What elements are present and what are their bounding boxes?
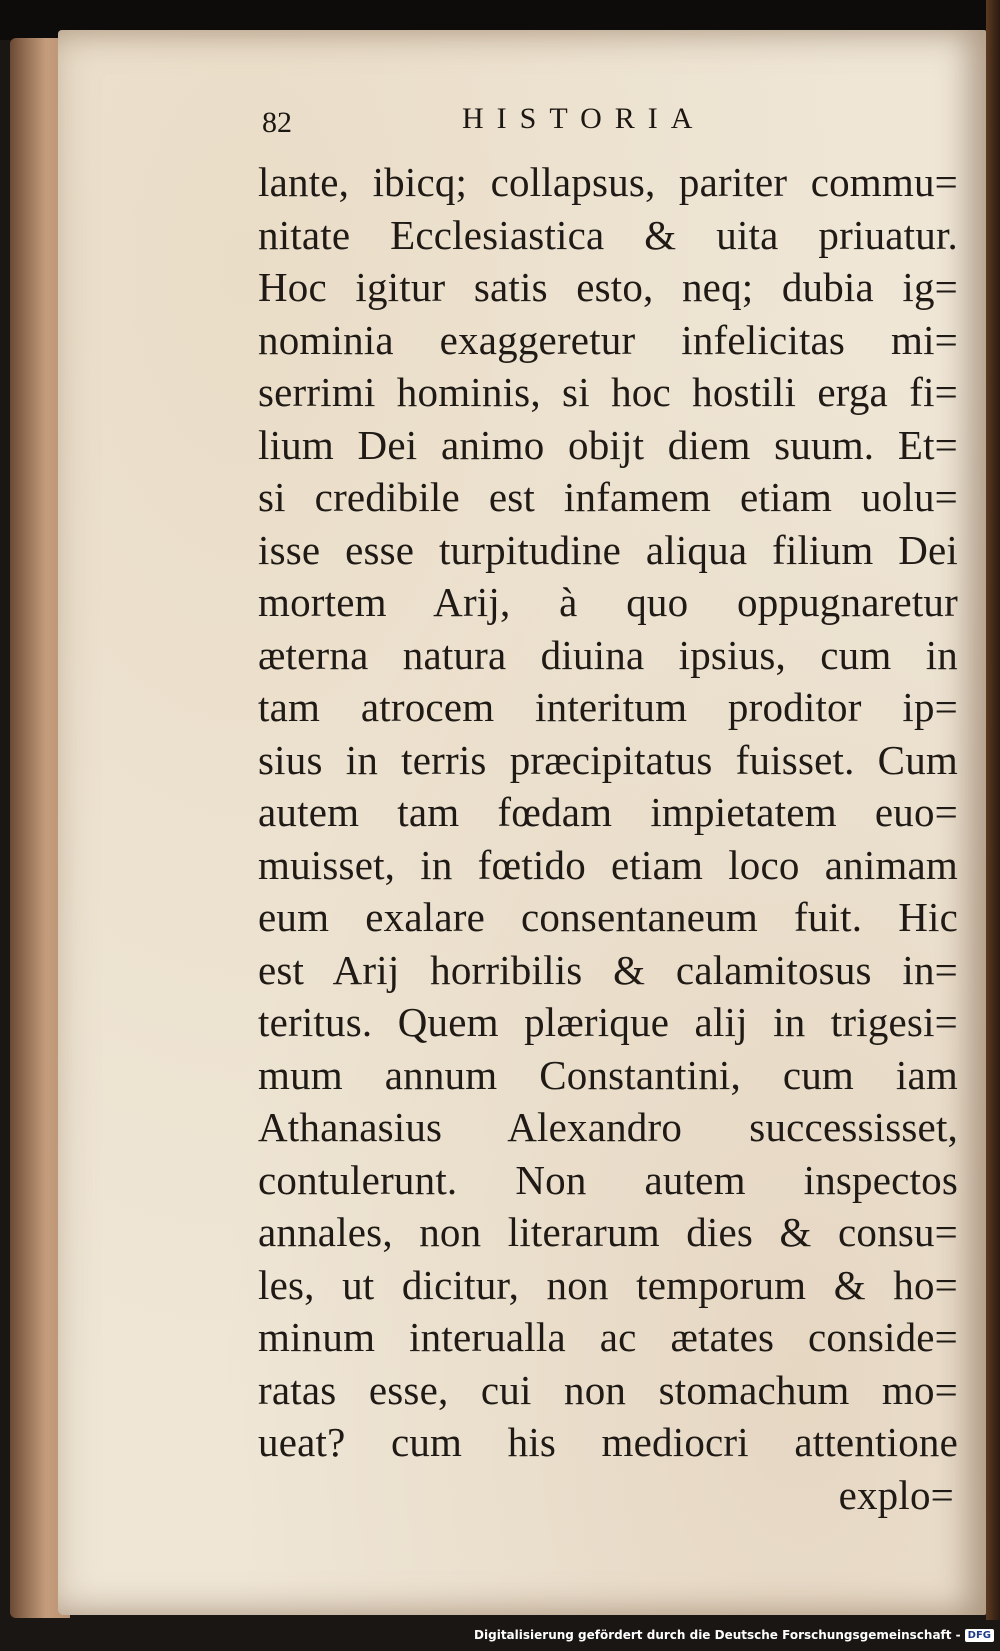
text-line: muisset, in fœtido etiam loco animam: [258, 841, 958, 888]
text-line: les, ut dicitur, non temporum & ho=: [258, 1261, 958, 1308]
running-head: [0, 76, 1000, 139]
digitization-credit: [468, 1623, 994, 1647]
body-text: [258, 156, 958, 1521]
text-line: lante, ibicq; collapsus, pariter commu=: [258, 159, 958, 205]
text-line: sius in terris præcipitatus fuisset. Cum: [258, 736, 958, 783]
text-line: serrimi hominis, si hoc hostili erga fi=: [258, 369, 958, 415]
text-line: nitate Ecclesiastica & uita priuatur.: [258, 211, 958, 258]
text-line: autem tam fœdam impietatem euo=: [258, 789, 958, 835]
text-line: teritus. Quem plærique alij in trigesi=: [258, 999, 958, 1045]
text-line: isse esse turpitudine aliqua filium Dei: [258, 526, 958, 573]
text-line: Hoc igitur satis esto, neq; dubia ig=: [258, 264, 958, 310]
text-line: annales, non literarum dies & consu=: [258, 1209, 958, 1255]
text-line: si credibile est infamem etiam uolu=: [258, 474, 958, 520]
text-line: mortem Arij, à quo oppugnaretur: [258, 579, 958, 625]
text-line: contulerunt. Non autem inspectos: [258, 1156, 958, 1203]
text-line: nominia exaggeretur infelicitas mi=: [258, 316, 958, 363]
dfg-logo: DFG: [965, 1629, 994, 1642]
text-line: ratas esse, cui non stomachum mo=: [258, 1366, 958, 1413]
text-line: lium Dei animo obijt diem suum. Et=: [258, 421, 958, 468]
page-number: 82: [262, 106, 292, 139]
text-line: eum exalare consentaneum fuit. Hic: [258, 894, 958, 940]
running-title: HISTORIA: [462, 102, 706, 135]
text-line: est Arij horribilis & calamitosus in=: [258, 946, 958, 993]
text-line: æterna natura diuina ipsius, cum in: [258, 631, 958, 678]
text-line: ueat? cum his mediocri attentione: [258, 1419, 958, 1465]
text-line: mum annum Constantini, cum iam: [258, 1051, 958, 1098]
text-line: minum interualla ac ætates conside=: [258, 1314, 958, 1360]
credit-text: Digitalisierung gefördert durch die Deutsche Forschungsgemeinschaft -: [474, 1628, 961, 1642]
text-line: tam atrocem interitum proditor ip=: [258, 684, 958, 730]
text-line: Athanasius Alexandro successisset,: [258, 1104, 958, 1150]
catchword: explo=: [838, 1471, 954, 1518]
book-spine: [986, 0, 1000, 1620]
